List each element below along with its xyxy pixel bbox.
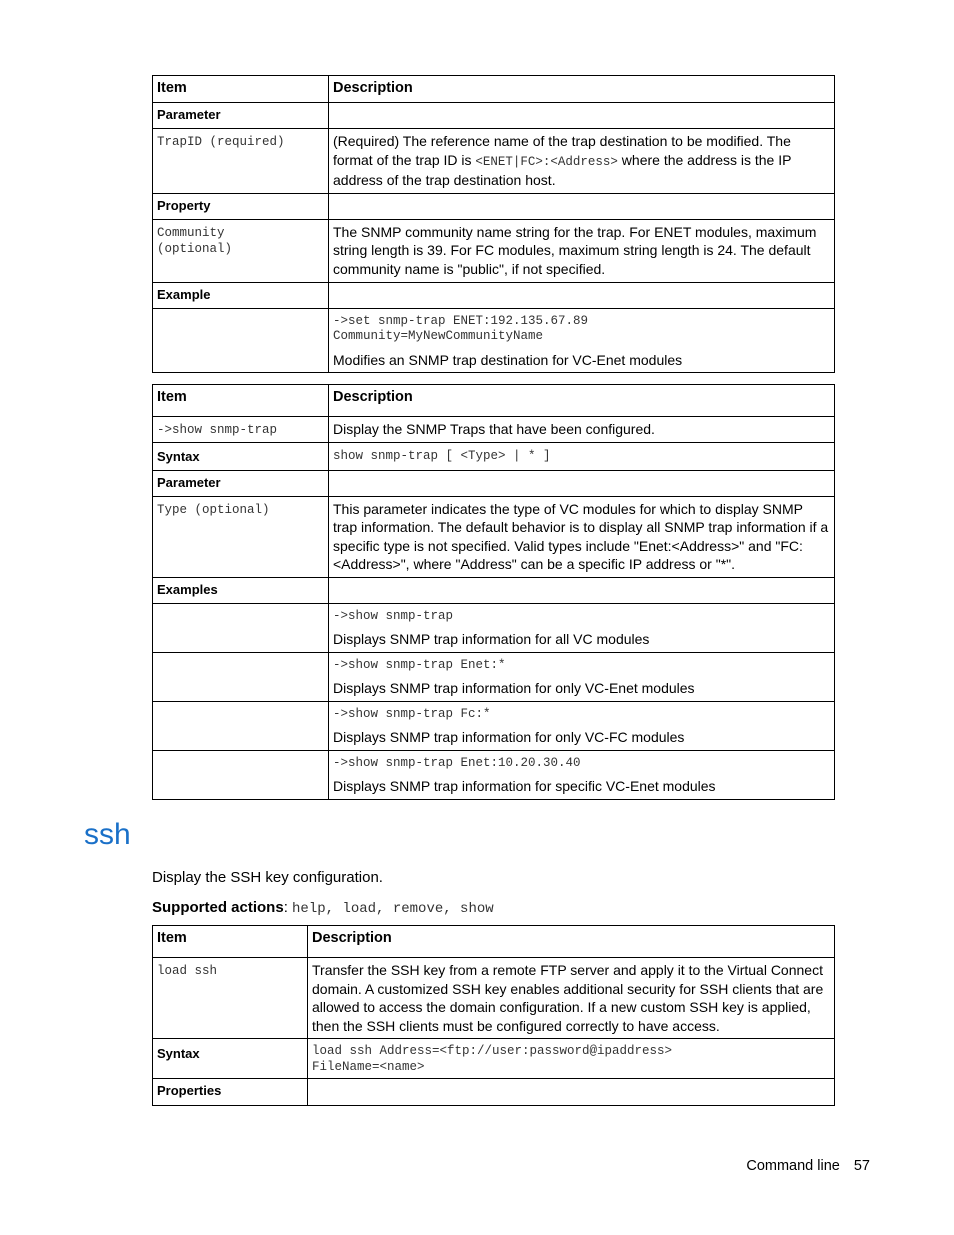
supported-actions xyxy=(152,899,494,917)
example-row xyxy=(153,308,835,373)
item-trapid: TrapID (required) xyxy=(153,129,329,194)
section-label-example: Example xyxy=(153,282,329,308)
item-load-ssh: load ssh xyxy=(153,958,308,1039)
desc-text: (Required) The reference name of the trap destination to be modified. The format of the trap ID is xyxy=(333,133,791,168)
ssh-description: Display the SSH key configuration. xyxy=(152,869,383,886)
section-label-parameter: Parameter xyxy=(153,470,329,496)
page-footer xyxy=(746,1158,870,1174)
desc-trapid xyxy=(329,129,835,194)
supported-actions-list: help, load, remove, show xyxy=(292,901,494,917)
item-community xyxy=(153,219,329,282)
table-row xyxy=(153,219,835,282)
example-command: ->show snmp-trap Fc:* xyxy=(333,706,491,721)
desc-text: where the address is the IP address of the trap destination host. xyxy=(333,151,792,188)
example-command-line1: ->set snmp-trap ENET:192.135.67.89 xyxy=(333,313,589,328)
example-description: Displays SNMP trap information for specific VC-Enet modules xyxy=(333,778,716,794)
section-label-property: Property xyxy=(153,193,329,219)
table-row xyxy=(153,129,835,194)
supported-actions-colon: : xyxy=(283,899,293,916)
table-header-row xyxy=(153,926,835,958)
section-label-properties: Properties xyxy=(153,1079,308,1106)
section-row-parameter xyxy=(153,470,835,496)
section-row-property xyxy=(153,193,835,219)
desc-load-ssh: Transfer the SSH key from a remote FTP server and apply it to the Virtual Connect domain. A customized SSH key enables additional security for SSH clients that are allowed to access the domain configuration. If a new custom SSH key is applied, then the SSH clients must be configured correctly to have access. xyxy=(308,958,835,1039)
example-description: Modifies an SNMP trap destination for VC-Enet modules xyxy=(333,351,683,368)
snmp-trap-set-table xyxy=(152,75,835,373)
table-row xyxy=(153,1039,835,1079)
example-row xyxy=(153,750,835,799)
desc-community: The SNMP community name string for the trap. For ENET modules, maximum string length is 39. For FC modules, maximum string length is 24. The default community name is "public", if not specified. xyxy=(329,219,835,282)
section-label-syntax: Syntax xyxy=(153,1039,308,1079)
page-number: 57 xyxy=(853,1158,870,1174)
item-show-command: ->show snmp-trap xyxy=(153,417,329,443)
example-command: ->show snmp-trap Enet:* xyxy=(333,657,506,672)
table-row xyxy=(153,417,835,443)
section-row-properties xyxy=(153,1079,835,1106)
snmp-trap-show-table xyxy=(152,384,835,800)
example-command: ->show snmp-trap Enet:10.20.30.40 xyxy=(333,755,581,770)
column-header-item: Item xyxy=(153,926,308,958)
example-description: Displays SNMP trap information for all VC modules xyxy=(333,631,650,647)
ssh-table xyxy=(152,925,835,1106)
table-header-row xyxy=(153,76,835,103)
column-header-item: Item xyxy=(153,385,329,417)
table-row xyxy=(153,958,835,1039)
section-row-examples xyxy=(153,577,835,603)
section-row-example xyxy=(153,282,835,308)
table-row xyxy=(153,496,835,577)
column-header-description: Description xyxy=(329,385,835,417)
column-header-item: Item xyxy=(153,76,329,103)
example-row xyxy=(153,701,835,750)
example-command xyxy=(333,314,830,345)
trap-id-format-code: <ENET|FC>:<Address> xyxy=(475,154,618,169)
item-community-line2: (optional) xyxy=(157,241,233,256)
syntax-line1: load ssh Address=<ftp://user:password@ipaddress> xyxy=(312,1044,673,1058)
supported-actions-label: Supported actions xyxy=(152,899,284,916)
footer-section-title: Command line xyxy=(746,1158,840,1174)
syntax-line2: FileName=<name> xyxy=(312,1060,425,1074)
section-heading-ssh: ssh xyxy=(84,818,131,851)
column-header-description: Description xyxy=(329,76,835,103)
example-description: Displays SNMP trap information for only VC-Enet modules xyxy=(333,680,695,696)
section-label-syntax: Syntax xyxy=(153,442,329,470)
section-label-parameter: Parameter xyxy=(153,103,329,129)
column-header-description: Description xyxy=(308,926,835,958)
table-row xyxy=(153,442,835,470)
section-label-examples: Examples xyxy=(153,577,329,603)
example-description: Displays SNMP trap information for only VC-FC modules xyxy=(333,729,685,745)
example-row xyxy=(153,603,835,652)
example-row xyxy=(153,652,835,701)
table-header-row xyxy=(153,385,835,417)
example-cell xyxy=(329,308,835,373)
syntax-value: show snmp-trap [ <Type> | * ] xyxy=(329,442,835,470)
item-community-line1: Community xyxy=(157,225,225,240)
item-type: Type (optional) xyxy=(153,496,329,577)
desc-show-command: Display the SNMP Traps that have been configured. xyxy=(329,417,835,443)
example-command: ->show snmp-trap xyxy=(333,608,454,623)
syntax-value xyxy=(308,1039,835,1079)
example-command-line2: Community=MyNewCommunityName xyxy=(333,329,544,343)
desc-type: This parameter indicates the type of VC modules for which to display SNMP trap information. The default behavior is to display all SNMP trap information if a specific type is not specified. Valid types include "Enet:<Address>" and "FC:<Address>", where "Address" can be a specific IP address or "*". xyxy=(329,496,835,577)
section-row-parameter xyxy=(153,103,835,129)
